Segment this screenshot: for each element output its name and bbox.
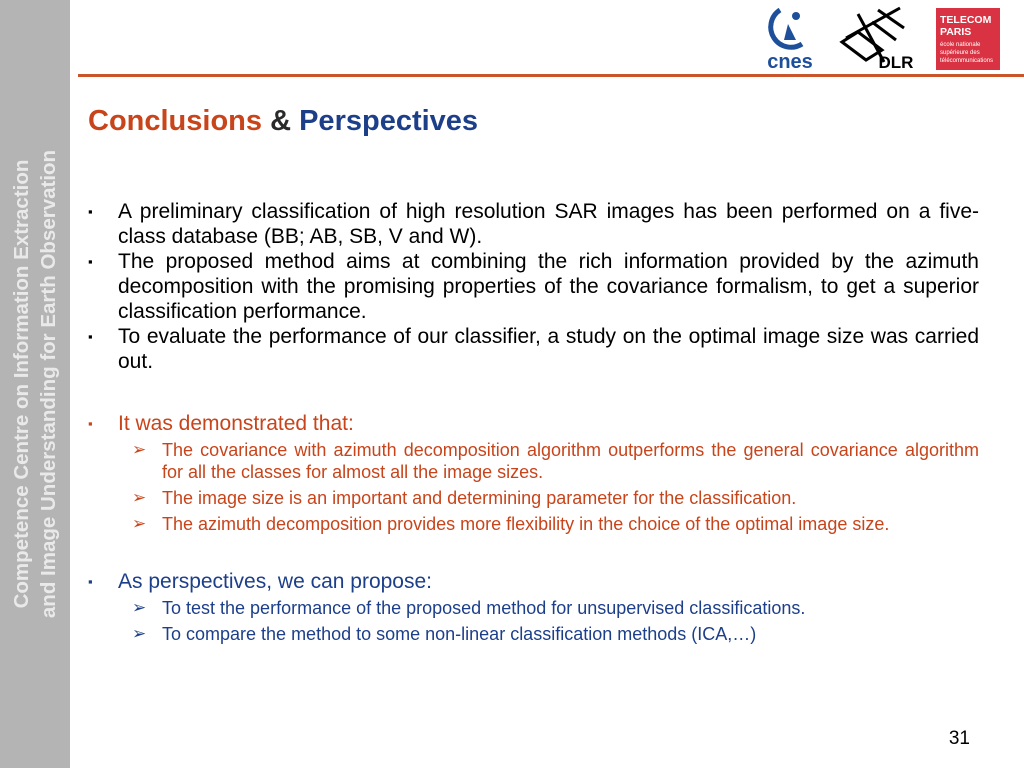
cnes-logo: [758, 4, 822, 72]
sub-bullet-item: [86, 597, 979, 619]
sub-bullet-item: [86, 439, 979, 483]
sidebar: [0, 0, 70, 768]
sub-bullet-item: [86, 487, 979, 509]
sidebar-line-1: Competence Centre on Information Extraction: [10, 159, 33, 609]
slide-body: [86, 199, 979, 645]
title-perspectives: Perspectives: [299, 105, 479, 137]
header-rule: [78, 74, 1024, 77]
bullet-item: [86, 249, 979, 324]
sub-bullet-text: The covariance with azimuth decomposition algorithm outperforms the general covariance algorithm for all the classes for almost all the image sizes.: [162, 440, 979, 482]
demonstrated-heading: [86, 411, 979, 436]
telecom-logo-line-2: PARIS: [940, 26, 972, 38]
telecom-logo-sub-3: télécommunications: [940, 58, 994, 64]
square-bullet-icon: ▪: [88, 254, 93, 269]
title-ampersand: &: [270, 105, 292, 137]
sub-bullet-item: [86, 623, 979, 645]
demonstrated-heading-text: It was demonstrated that:: [118, 412, 354, 435]
arrow-bullet-icon: ➢: [132, 514, 147, 533]
sub-bullet-text: To compare the method to some non-linear classification methods (ICA,…): [162, 624, 757, 644]
sub-bullet-text: The azimuth decomposition provides more flexibility in the choice of the optimal image size.: [162, 514, 890, 534]
dlr-logo: [838, 2, 918, 72]
sub-bullet-item: [86, 513, 979, 535]
square-bullet-icon: ▪: [88, 574, 93, 589]
sub-bullet-text: The image size is an important and determining parameter for the classification.: [162, 488, 797, 508]
dlr-logo-text: DLR: [878, 53, 914, 72]
arrow-bullet-icon: ➢: [132, 440, 147, 459]
bullet-text: A preliminary classification of high resolution SAR images has been performed on a five-class database (BB; AB, SB, V and W).: [118, 200, 979, 248]
arrow-bullet-icon: ➢: [132, 488, 147, 507]
perspectives-heading-text: As perspectives, we can propose:: [118, 570, 432, 593]
perspectives-heading: [86, 569, 979, 594]
sidebar-line-2: and Image Understanding for Earth Observation: [37, 149, 60, 619]
sidebar-title: [8, 4, 62, 764]
arrow-bullet-icon: ➢: [132, 598, 147, 617]
telecom-paris-logo: [936, 8, 1000, 70]
arrow-bullet-icon: ➢: [132, 624, 147, 643]
square-bullet-icon: ▪: [88, 329, 93, 344]
square-bullet-icon: ▪: [88, 416, 93, 431]
bullet-item: [86, 324, 979, 374]
bullet-text: The proposed method aims at combining the rich information provided by the azimuth decomposition with the promising properties of the covariance formalism, to get a superior classification performance.: [118, 250, 979, 323]
title-conclusions: Conclusions: [88, 105, 263, 137]
telecom-logo-sub-1: école nationale: [940, 42, 981, 48]
cnes-logo-text: cnes: [767, 51, 813, 72]
sub-bullet-text: To test the performance of the proposed method for unsupervised classifications.: [162, 598, 806, 618]
telecom-logo-sub-2: supérieure des: [940, 50, 980, 56]
bullet-text: To evaluate the performance of our classifier, a study on the optimal image size was carried out.: [118, 325, 979, 373]
slide-title: [88, 105, 478, 138]
telecom-logo-line-1: TELECOM: [940, 14, 992, 26]
page-number: 31: [948, 728, 970, 749]
square-bullet-icon: ▪: [88, 204, 93, 219]
bullet-item: [86, 199, 979, 249]
